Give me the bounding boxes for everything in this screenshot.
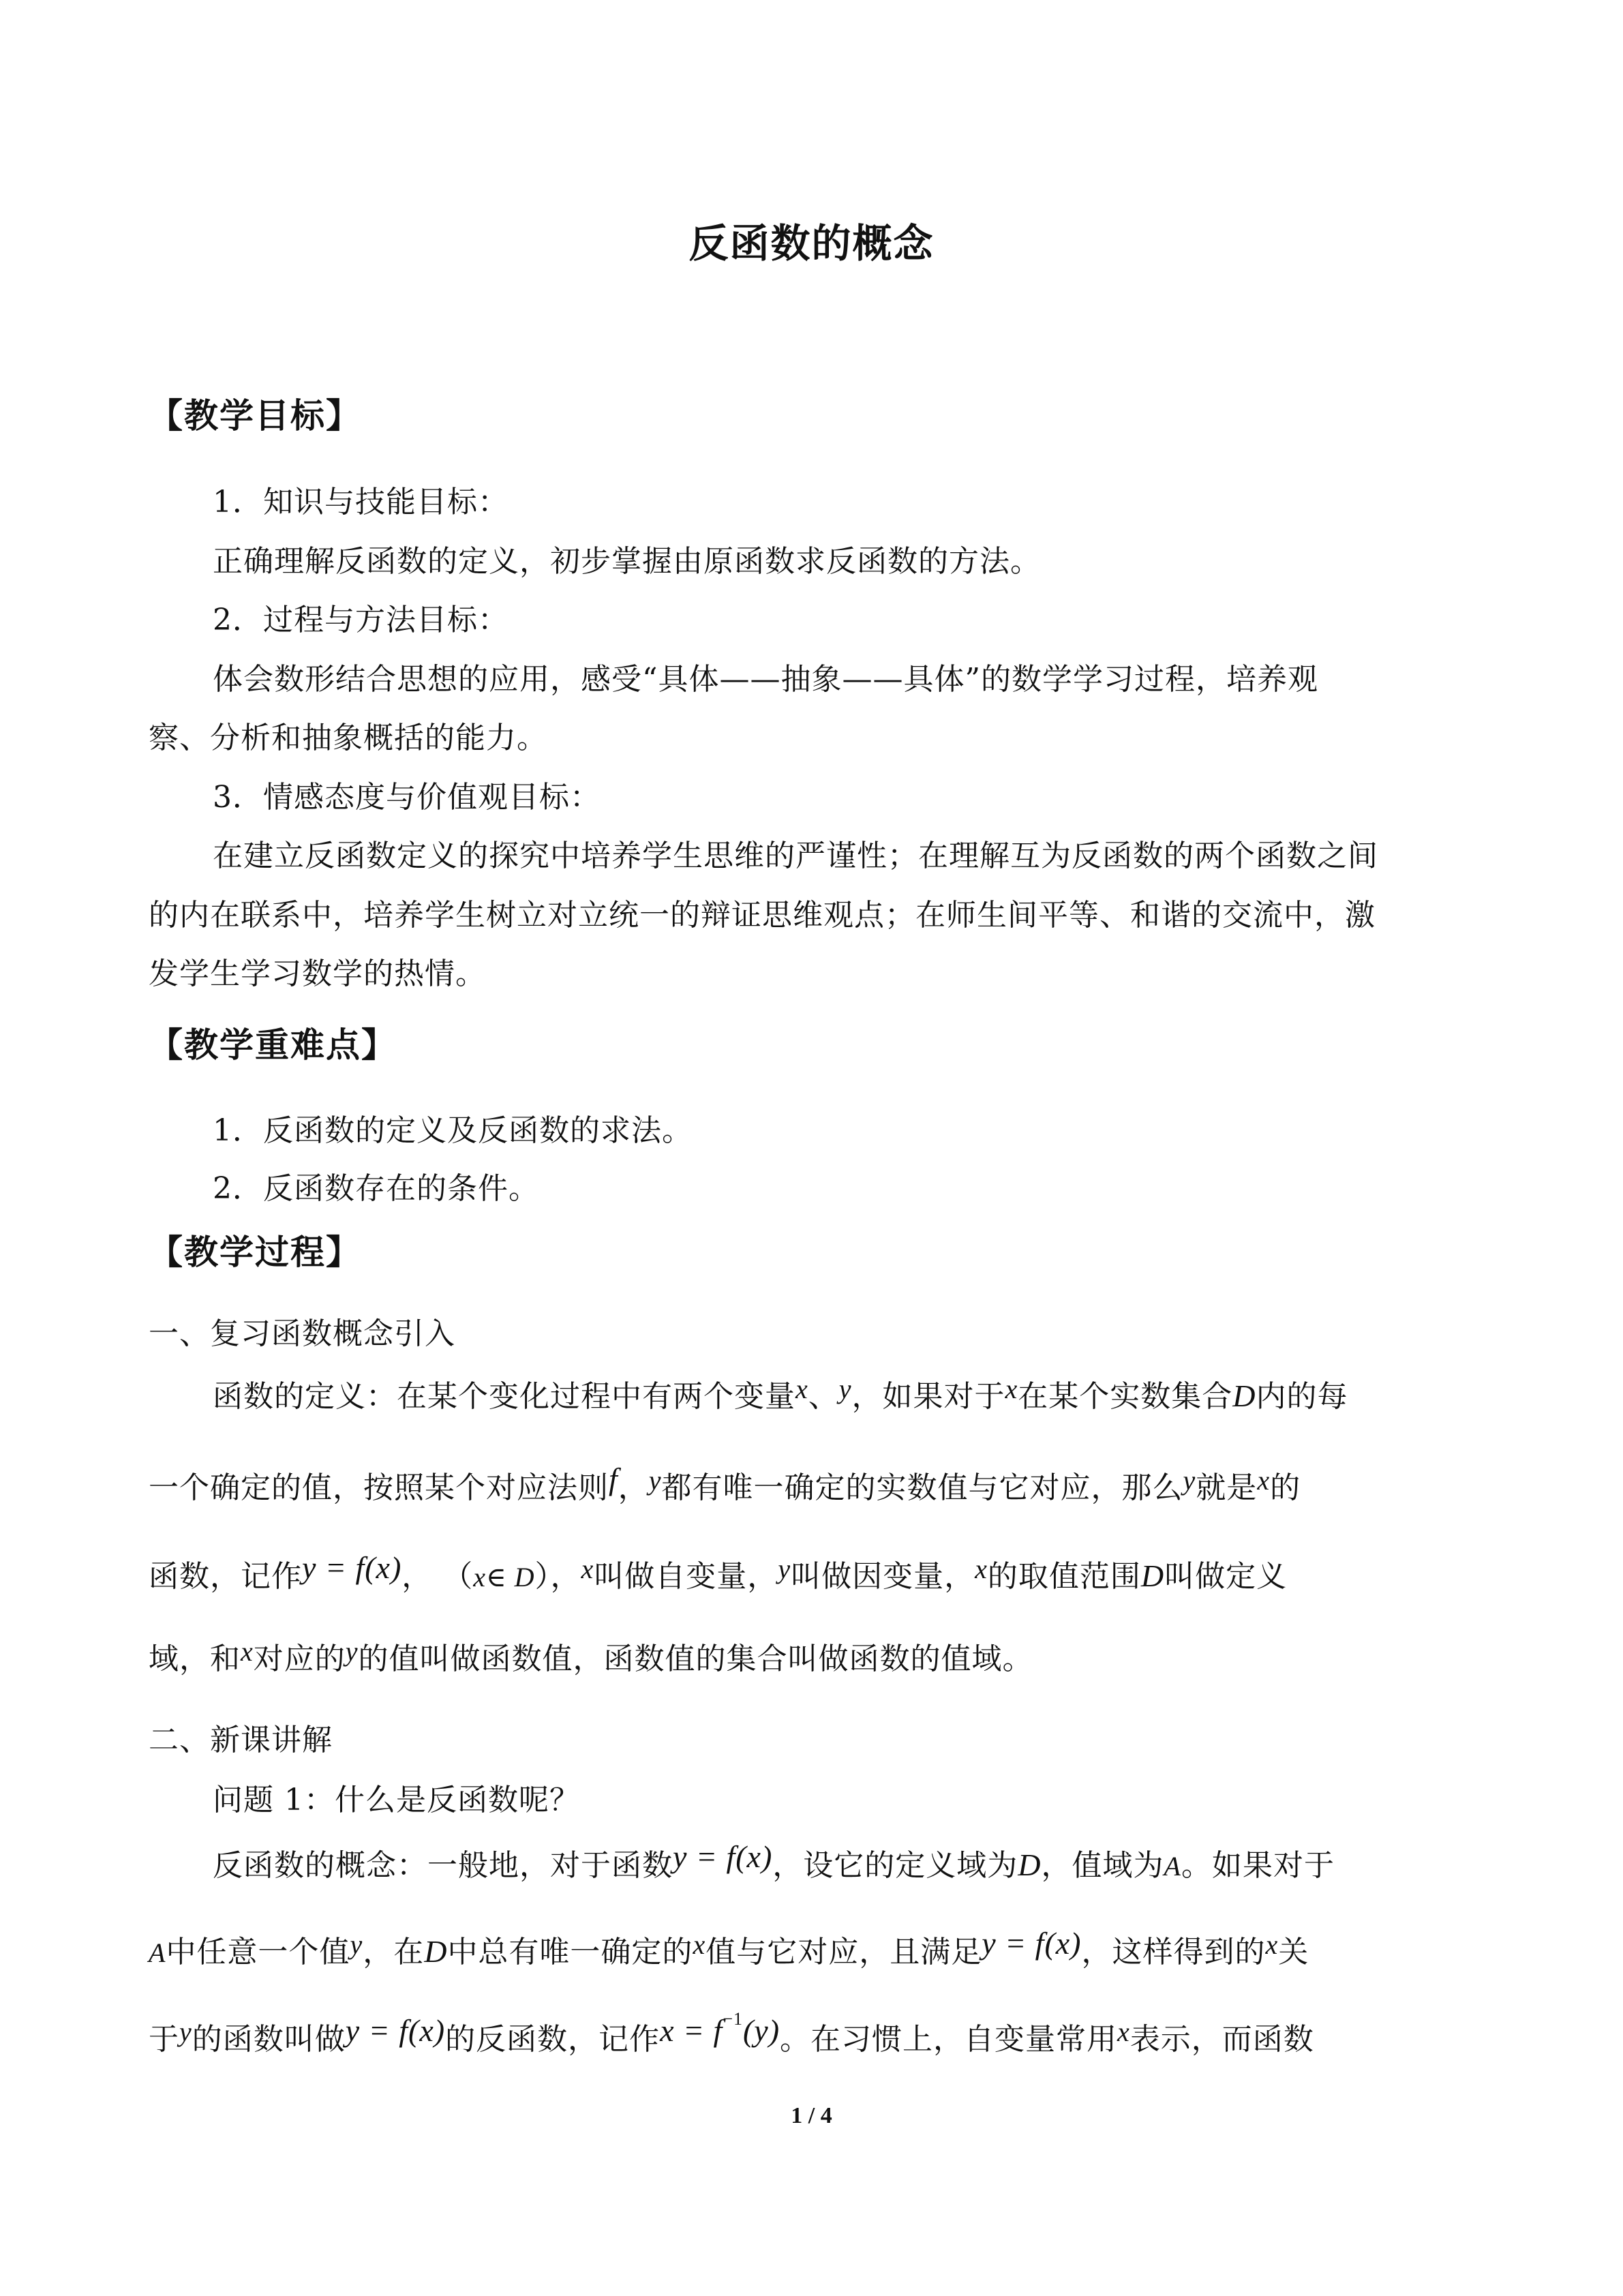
math-D: D <box>1140 1558 1165 1593</box>
math-y: y <box>350 1929 363 1960</box>
math-x-in-D: x∈ D <box>473 1562 535 1592</box>
page-number: 1 / 4 <box>791 2103 832 2128</box>
goal-1-text: 正确理解反函数的定义，初步掌握由原函数求反函数的方法。 <box>213 544 1041 579</box>
goal-3-text-line-3: 发学生学习数学的热情。 <box>149 956 486 991</box>
function-definition-line-2: 一个确定的值，按照某个对应法则f，y都有唯一确定的实数值与它对应，那么y就是x的 <box>149 1462 1301 1505</box>
math-y-equals-fx: y = f(x) <box>982 1926 1082 1961</box>
page-title: 反函数的概念 <box>688 220 935 267</box>
process-part-1-title: 一、复习函数概念引入 <box>149 1316 455 1351</box>
question-1: 问题 1：什么是反函数呢？ <box>213 1783 580 1817</box>
math-x-equals-f: x = f <box>660 2013 723 2048</box>
math-y: y <box>1183 1465 1196 1496</box>
inverse-definition-line-3: 于y的函数叫做y = f(x)的反函数，记作$x = f^{-1}(y)$。在习惯上，自变量常用x表示，而函数 <box>149 2009 1314 2057</box>
section-heading-keypoints: 【教学重难点】 <box>149 1025 397 1065</box>
math-y-equals-fx: y = f(x) <box>302 1550 402 1585</box>
keypoint-1: 1．反函数的定义及反函数的求法。 <box>213 1113 693 1148</box>
goal-3-text-line-2: 的内在联系中，培养学生树立对立统一的辩证思维观点；在师生间平等、和谐的交流中，激 <box>149 898 1376 933</box>
math-y-equals-fx: y = f(x) <box>673 1839 773 1874</box>
math-x: x <box>693 1929 706 1960</box>
process-part-2-title: 二、新课讲解 <box>149 1723 333 1757</box>
math-x: x <box>581 1554 594 1584</box>
section-heading-process: 【教学过程】 <box>149 1233 361 1272</box>
math-A: A <box>1164 1851 1181 1882</box>
math-D: D <box>1232 1378 1256 1413</box>
math-x-equals-f-inverse-y <box>660 2009 780 2048</box>
math-paren-y: (y) <box>742 2013 780 2048</box>
goal-3-text-line-1: 在建立反函数定义的探究中培养学生思维的严谨性；在理解互为反函数的两个函数之间 <box>213 839 1378 873</box>
function-definition-line-4: 域，和x对应的y的值叫做函数值，函数值的集合叫做函数的值域。 <box>149 1636 1033 1676</box>
math-x: x <box>241 1636 254 1667</box>
math-y-equals-fx: y = f(x) <box>345 2013 446 2048</box>
math-x: x <box>1257 1465 1271 1496</box>
math-D: D <box>424 1934 448 1969</box>
math-x: x <box>1005 1374 1018 1404</box>
goal-2-text-line-1: 体会数形结合思想的应用，感受“具体——抽象——具体”的数学学习过程，培养观 <box>213 662 1318 697</box>
section-heading-goals: 【教学目标】 <box>149 396 361 436</box>
keypoint-2: 2．反函数存在的条件。 <box>213 1171 539 1206</box>
math-y: y <box>345 1636 359 1667</box>
math-x: x <box>795 1374 808 1404</box>
math-A: A <box>149 1937 166 1968</box>
inverse-definition-line-2: A中任意一个值y，在D中总有唯一确定的x值与它对应，且满足y = f(x)，这样得到的x关 <box>149 1926 1309 1969</box>
math-y: y <box>838 1374 852 1404</box>
math-inverse-exponent: −1 <box>723 2009 743 2029</box>
math-y: y <box>778 1554 791 1584</box>
goal-3-label: 3．情感态度与价值观目标： <box>213 780 601 815</box>
inverse-definition-line-1: 反函数的概念：一般地，对于函数y = f(x)，设它的定义域为D，值域为A。如果对于 <box>213 1839 1335 1883</box>
function-definition-line-3: 函数，记作y = f(x)， （x∈ D），x叫做自变量，y叫做因变量，x的取值范围D叫做定义 <box>149 1550 1288 1594</box>
goal-2-text-line-2: 察、分析和抽象概括的能力。 <box>149 721 547 755</box>
math-x: x <box>1117 2016 1130 2047</box>
goal-2-label: 2．过程与方法目标： <box>213 603 509 637</box>
function-definition-line-1: 函数的定义：在某个变化过程中有两个变量x、y，如果对于x在某个实数集合D内的每 <box>213 1374 1348 1414</box>
math-y: y <box>179 2016 192 2047</box>
goal-1-label: 1．知识与技能目标： <box>213 485 509 519</box>
math-x: x <box>1265 1929 1279 1960</box>
math-y: y <box>648 1465 662 1496</box>
math-D: D <box>1018 1847 1042 1882</box>
math-f: f <box>609 1462 618 1496</box>
math-x: x <box>975 1554 988 1584</box>
